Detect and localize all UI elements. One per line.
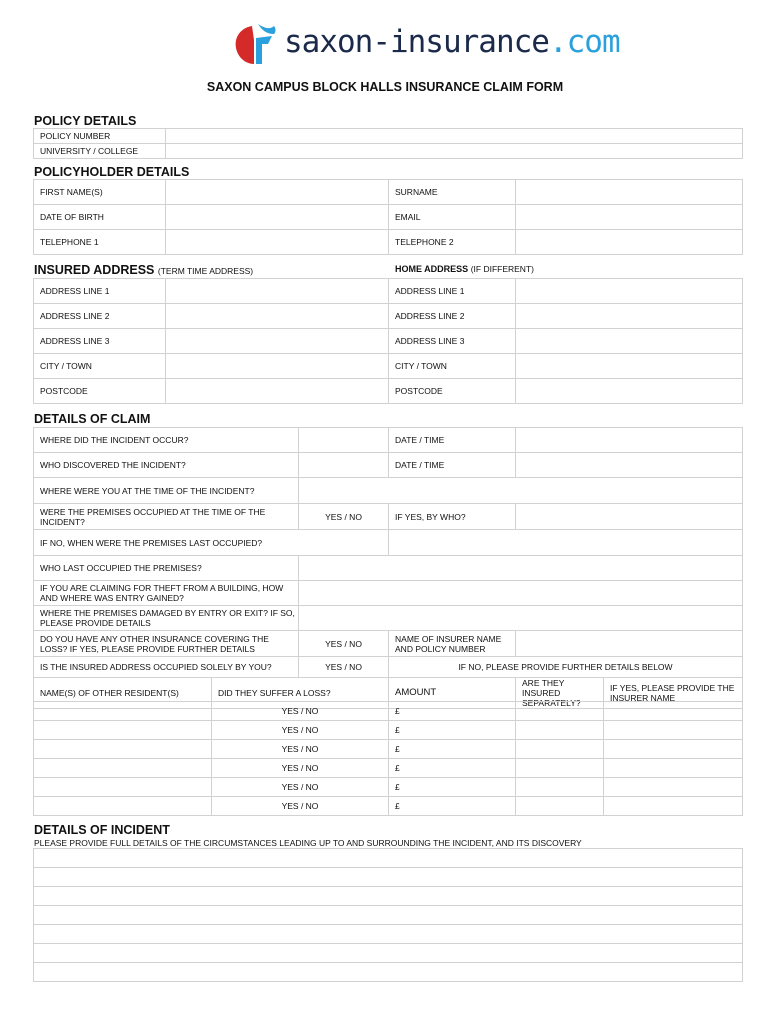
field-insured-city[interactable] — [166, 354, 389, 379]
label-policy-number: POLICY NUMBER — [34, 129, 166, 144]
field-date-time-1[interactable] — [516, 428, 743, 453]
label-if-no-details: IF NO, PLEASE PROVIDE FURTHER DETAILS BELOW — [389, 657, 743, 678]
label-first-names: FIRST NAME(S) — [34, 180, 166, 205]
field-resident-insurer[interactable] — [604, 721, 743, 740]
field-resident-loss[interactable]: YES / NO — [212, 759, 389, 778]
field-resident-name[interactable] — [34, 721, 212, 740]
field-insurer-name[interactable] — [516, 631, 743, 657]
resident-row — [34, 797, 743, 816]
field-insured-line-2[interactable] — [166, 304, 389, 329]
label-where-occur: WHERE DID THE INCIDENT OCCUR? — [34, 428, 299, 453]
label-surname: SURNAME — [389, 180, 516, 205]
field-premises-occupied-yes-no[interactable]: YES / NO — [299, 504, 389, 530]
field-resident-loss[interactable]: YES / NO — [212, 740, 389, 759]
field-incident-text-line[interactable] — [34, 906, 743, 925]
col-insurer-name: IF YES, PLEASE PROVIDE THE INSURER NAME — [604, 678, 743, 709]
label-insured-postcode: POSTCODE — [34, 379, 166, 404]
field-resident-insurer[interactable] — [604, 702, 743, 721]
resident-row — [34, 759, 743, 778]
field-resident-insured-separately[interactable] — [516, 778, 604, 797]
field-resident-insurer[interactable] — [604, 759, 743, 778]
field-who-discovered[interactable] — [299, 453, 389, 478]
field-home-city[interactable] — [516, 354, 743, 379]
field-resident-insured-separately[interactable] — [516, 702, 604, 721]
incident-line — [34, 925, 743, 944]
field-resident-loss[interactable]: YES / NO — [212, 721, 389, 740]
field-home-line-3[interactable] — [516, 329, 743, 354]
label-who-discovered: WHO DISCOVERED THE INCIDENT? — [34, 453, 299, 478]
field-resident-amount[interactable]: £ — [389, 797, 516, 816]
label-insured-line-3: ADDRESS LINE 3 — [34, 329, 166, 354]
incident-instructions: PLEASE PROVIDE FULL DETAILS OF THE CIRCUMSTANCES LEADING UP TO AND SURROUNDING THE INCIDENT, AND ITS DISCOVERY — [34, 838, 582, 848]
field-surname[interactable] — [516, 180, 743, 205]
col-amount: AMOUNT — [389, 678, 516, 709]
label-insured-line-1: ADDRESS LINE 1 — [34, 279, 166, 304]
saxon-logo-icon — [232, 22, 280, 66]
label-dob: DATE OF BIRTH — [34, 205, 166, 230]
field-insured-line-1[interactable] — [166, 279, 389, 304]
field-if-no-when[interactable] — [389, 530, 743, 556]
incident-line — [34, 849, 743, 868]
incident-line — [34, 963, 743, 982]
brand-wordmark: saxon-insurance.com — [284, 24, 620, 60]
field-resident-amount[interactable]: £ — [389, 740, 516, 759]
field-first-names[interactable] — [166, 180, 389, 205]
label-home-line-1: ADDRESS LINE 1 — [389, 279, 516, 304]
incident-lines-table — [33, 848, 743, 982]
field-resident-insured-separately[interactable] — [516, 759, 604, 778]
label-if-yes-by-who: IF YES, BY WHO? — [389, 504, 516, 530]
policyholder-table — [33, 179, 743, 255]
section-policy-details: POLICY DETAILS — [34, 114, 137, 128]
col-insured-separately: ARE THEY INSURED SEPARATELY? — [516, 678, 604, 709]
section-details-of-claim: DETAILS OF CLAIM — [34, 412, 151, 426]
field-resident-insured-separately[interactable] — [516, 740, 604, 759]
label-telephone-2: TELEPHONE 2 — [389, 230, 516, 255]
field-incident-text-line[interactable] — [34, 963, 743, 982]
label-home-line-3: ADDRESS LINE 3 — [389, 329, 516, 354]
section-details-of-incident: DETAILS OF INCIDENT — [34, 823, 170, 837]
field-resident-amount[interactable]: £ — [389, 721, 516, 740]
label-premises-occupied: WERE THE PREMISES OCCUPIED AT THE TIME OF THE INCIDENT? — [34, 504, 299, 530]
field-resident-amount[interactable]: £ — [389, 702, 516, 721]
brand-logo — [232, 22, 620, 66]
label-damaged-entry: WHERE THE PREMISES DAMAGED BY ENTRY OR EXIT? IF SO, PLEASE PROVIDE DETAILS — [34, 606, 299, 631]
field-resident-insured-separately[interactable] — [516, 797, 604, 816]
incident-line — [34, 887, 743, 906]
field-home-line-2[interactable] — [516, 304, 743, 329]
field-insured-postcode[interactable] — [166, 379, 389, 404]
col-suffer-loss: DID THEY SUFFER A LOSS? — [212, 678, 389, 709]
section-insured-address: INSURED ADDRESS (TERM TIME ADDRESS) — [34, 263, 254, 277]
field-resident-amount[interactable]: £ — [389, 759, 516, 778]
resident-row — [34, 778, 743, 797]
col-residents: NAME(S) OF OTHER RESIDENT(S) — [34, 678, 212, 709]
label-insured-line-2: ADDRESS LINE 2 — [34, 304, 166, 329]
field-email[interactable] — [516, 205, 743, 230]
field-resident-name[interactable] — [34, 759, 212, 778]
label-home-line-2: ADDRESS LINE 2 — [389, 304, 516, 329]
label-date-time-1: DATE / TIME — [389, 428, 516, 453]
field-occupied-solely-yes-no[interactable]: YES / NO — [299, 657, 389, 678]
field-incident-text-line[interactable] — [34, 944, 743, 963]
field-resident-name[interactable] — [34, 778, 212, 797]
address-table — [33, 278, 743, 404]
field-home-line-1[interactable] — [516, 279, 743, 304]
field-dob[interactable] — [166, 205, 389, 230]
label-who-last-occupied: WHO LAST OCCUPIED THE PREMISES? — [34, 556, 299, 581]
field-resident-insured-separately[interactable] — [516, 721, 604, 740]
field-incident-text-line[interactable] — [34, 868, 743, 887]
label-occupied-solely: IS THE INSURED ADDRESS OCCUPIED SOLELY BY YOU? — [34, 657, 299, 678]
field-policy-number[interactable] — [166, 129, 743, 144]
label-theft-entry: IF YOU ARE CLAIMING FOR THEFT FROM A BUILDING, HOW AND WHERE WAS ENTRY GAINED? — [34, 581, 299, 606]
label-email: EMAIL — [389, 205, 516, 230]
label-if-no-when: IF NO, WHEN WERE THE PREMISES LAST OCCUPIED? — [34, 530, 389, 556]
label-date-time-2: DATE / TIME — [389, 453, 516, 478]
resident-row — [34, 702, 743, 721]
field-resident-loss[interactable]: YES / NO — [212, 778, 389, 797]
field-resident-name[interactable] — [34, 740, 212, 759]
section-home-address: HOME ADDRESS (IF DIFFERENT) — [395, 264, 534, 274]
field-if-yes-by-who[interactable] — [516, 504, 743, 530]
field-damaged-entry[interactable] — [299, 606, 743, 631]
field-telephone-1[interactable] — [166, 230, 389, 255]
label-university: UNIVERSITY / COLLEGE — [34, 144, 166, 159]
field-insured-line-3[interactable] — [166, 329, 389, 354]
label-telephone-1: TELEPHONE 1 — [34, 230, 166, 255]
label-insured-city: CITY / TOWN — [34, 354, 166, 379]
claim-table — [33, 427, 743, 709]
field-resident-insurer[interactable] — [604, 778, 743, 797]
field-theft-entry[interactable] — [299, 581, 743, 606]
field-incident-text-line[interactable] — [34, 849, 743, 868]
label-where-were-you: WHERE WERE YOU AT THE TIME OF THE INCIDENT? — [34, 478, 299, 504]
residents-table — [33, 701, 743, 816]
field-date-time-2[interactable] — [516, 453, 743, 478]
field-resident-name[interactable] — [34, 797, 212, 816]
label-home-city: CITY / TOWN — [389, 354, 516, 379]
resident-row — [34, 721, 743, 740]
field-incident-text-line[interactable] — [34, 925, 743, 944]
field-resident-insurer[interactable] — [604, 797, 743, 816]
section-policyholder-details: POLICYHOLDER DETAILS — [34, 165, 190, 179]
field-resident-amount[interactable]: £ — [389, 778, 516, 797]
field-where-were-you[interactable] — [299, 478, 743, 504]
resident-row — [34, 740, 743, 759]
incident-line — [34, 868, 743, 887]
field-resident-loss[interactable]: YES / NO — [212, 702, 389, 721]
field-university[interactable] — [166, 144, 743, 159]
field-other-insurance-yes-no[interactable]: YES / NO — [299, 631, 389, 657]
field-resident-name[interactable] — [34, 702, 212, 721]
label-other-insurance: DO YOU HAVE ANY OTHER INSURANCE COVERING THE LOSS? IF YES, PLEASE PROVIDE FURTHER DETAILS — [34, 631, 299, 657]
incident-line — [34, 944, 743, 963]
field-home-postcode[interactable] — [516, 379, 743, 404]
field-incident-text-line[interactable] — [34, 887, 743, 906]
field-who-last-occupied[interactable] — [299, 556, 743, 581]
field-where-occur[interactable] — [299, 428, 389, 453]
incident-line — [34, 906, 743, 925]
label-insurer-name: NAME OF INSURER NAME AND POLICY NUMBER — [389, 631, 516, 657]
field-resident-loss[interactable]: YES / NO — [212, 797, 389, 816]
label-home-postcode: POSTCODE — [389, 379, 516, 404]
field-telephone-2[interactable] — [516, 230, 743, 255]
policy-table — [33, 128, 743, 159]
form-title: SAXON CAMPUS BLOCK HALLS INSURANCE CLAIM FORM — [206, 80, 564, 94]
field-resident-insurer[interactable] — [604, 740, 743, 759]
